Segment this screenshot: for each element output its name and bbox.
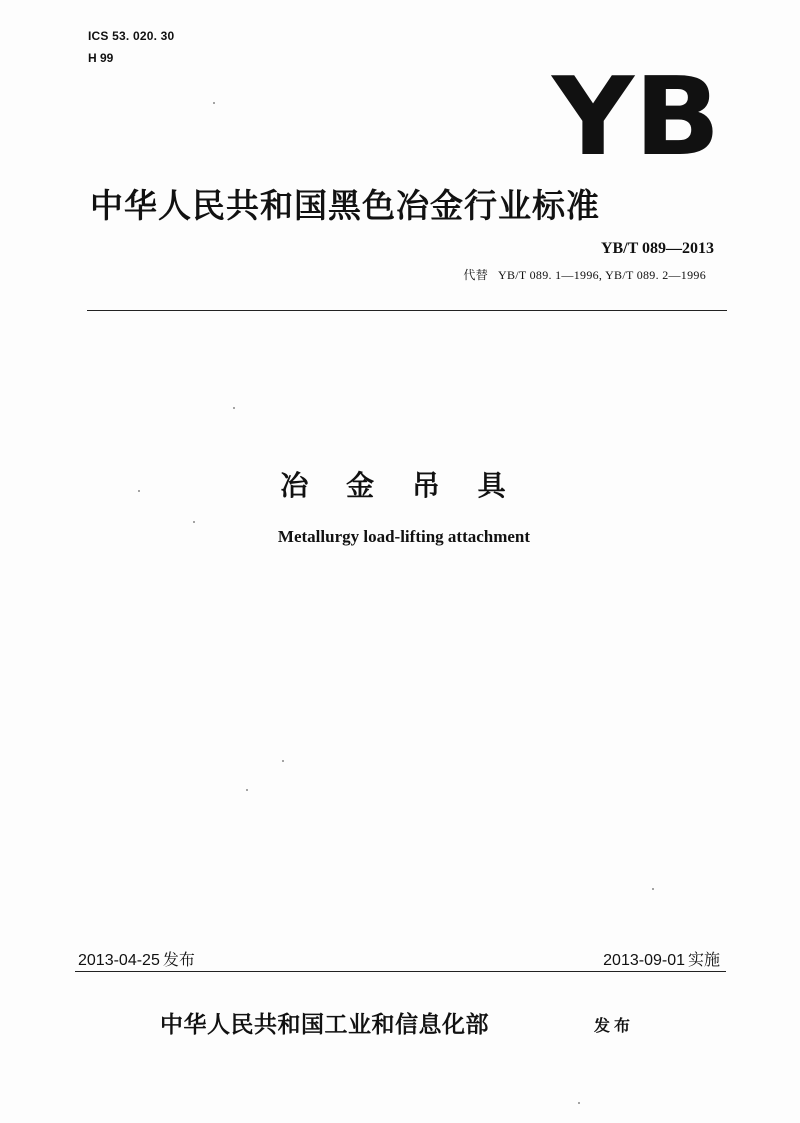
classification-code: H 99	[88, 51, 114, 65]
issue-label: 发布	[162, 950, 195, 969]
scan-speck	[652, 888, 654, 890]
effective-date-line	[603, 947, 720, 970]
scan-speck	[246, 789, 248, 791]
issue-date: 2013-04-25	[78, 952, 160, 969]
yb-logo: YB	[552, 55, 721, 180]
standard-category-title: 中华人民共和国黑色冶金行业标准	[90, 186, 600, 225]
issue-date-line	[78, 947, 195, 970]
standard-code: YB/T 089—2013	[600, 240, 714, 257]
scan-speck	[282, 760, 284, 762]
publisher-name: 中华人民共和国工业和信息化部	[160, 1012, 489, 1038]
bottom-divider	[75, 971, 726, 972]
top-divider	[87, 310, 727, 311]
scan-speck	[578, 1102, 580, 1104]
scan-speck	[193, 521, 195, 523]
replaces-label: 代替	[463, 268, 488, 282]
scan-speck	[213, 102, 215, 104]
replaces-line	[463, 266, 706, 283]
publish-label: 发布	[594, 1016, 635, 1035]
scan-speck	[138, 490, 140, 492]
replaces-codes: YB/T 089. 1—1996, YB/T 089. 2—1996	[498, 268, 706, 282]
effective-label: 实施	[687, 950, 720, 969]
document-title-en: Metallurgy load-lifting attachment	[277, 527, 531, 546]
document-title-cn: 冶 金 吊 具	[280, 469, 520, 502]
effective-date: 2013-09-01	[603, 952, 685, 969]
scan-speck	[233, 407, 235, 409]
ics-code: ICS 53. 020. 30	[88, 29, 175, 43]
